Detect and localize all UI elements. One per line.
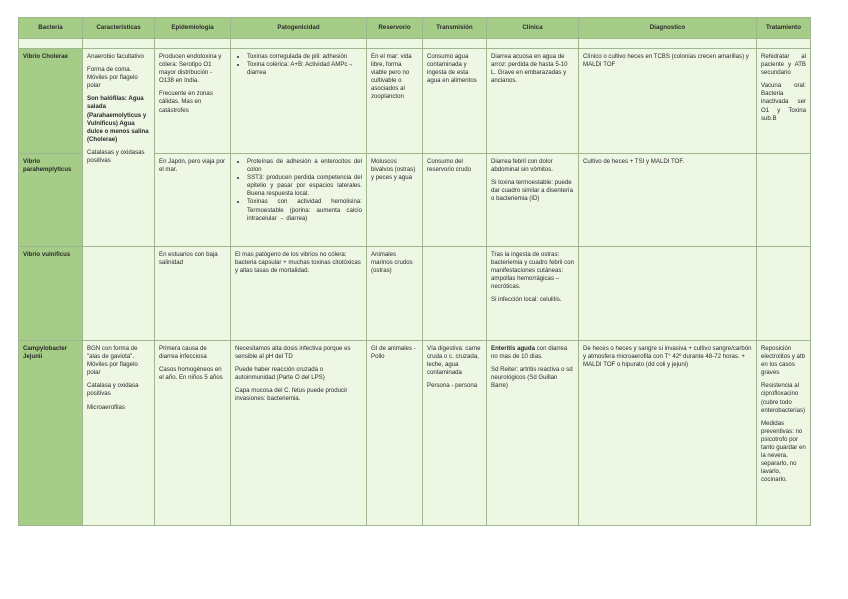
spacer-cell (579, 39, 757, 49)
cell-paragraph: Vía digestiva: carne cruda o c. cruzada, leche, agua contaminada (427, 345, 481, 377)
cell-clinica (487, 247, 579, 341)
cell-paragraph: Persona - persona (427, 382, 478, 390)
cell-epidemiologia (155, 154, 231, 247)
cell-paragraph: Son halófilas: Agua salada (Parahaemolyticus y Vulnificus) Agua dulce o menos salina (Cholerae) (87, 95, 149, 143)
spacer-cell (367, 39, 423, 49)
cell-paragraph: En Japón, pero viaja por el mar. (159, 158, 226, 174)
cell-clinica (487, 154, 579, 247)
bold-lead: Enteritis aguda (491, 345, 536, 352)
bullet-item: • Toxinas con actividad hemolisina: Termoestable (porina: aumenta calcio intracelular → diarrea) (247, 198, 362, 222)
row-vibrio-vulnificus (19, 247, 811, 341)
cell-reservorio (367, 154, 423, 247)
cell-paragraph: Sd Reiter: artritis reactiva o sd neurológicos (Sd Guillan Barre) (491, 366, 573, 390)
cell-tratamiento (757, 341, 811, 526)
cell-reservorio (367, 341, 423, 526)
cell-paragraph: Capa mucosa del C. fetus puede producir invasiones: bacteriemia. (235, 387, 348, 403)
header-diagnostico: Diagnostico (579, 18, 757, 39)
cell-reservorio (367, 49, 423, 154)
header-row (19, 18, 811, 39)
cell-paragraph: BGN con forma de "alas de gaviota". Móviles por flagelo polar (87, 345, 138, 377)
cell-paragraph: Resistencia al ciprofloxacino (cubre todo enterobacterias) (761, 382, 806, 414)
cell-paragraph: Clínico o cultivo heces en TCBS (colonias crecen amarillas) y MALDI TOF (583, 53, 749, 69)
cell-paragraph: De heces o heces y sangre si invasiva + cultivo sangre/carbón y atmosfera microaerofila con T° 42º durante 48-72 horas. + MALDI TOF o hipurato (dd coli y jejuni) (583, 345, 752, 369)
cell-paragraph: Animales marinos crudos (ostras) (371, 251, 413, 275)
cell-paragraph: Diarrea acuosa en agua de arroz: perdida de hasta 5-10 L. Grave en embarazadas y ancianos. (491, 53, 568, 85)
cell-paragraph: Catalasa y oxidasa positivas (87, 382, 139, 398)
header-patogenicidad: Patogenicidad (231, 18, 367, 39)
spacer-cell (423, 39, 487, 49)
cell-tratamiento (757, 247, 811, 341)
header-transmision: Transmisión (423, 18, 487, 39)
spacer-cell (155, 39, 231, 49)
cell-caracteristicas (83, 341, 155, 526)
cell-paragraph: Si infección local: celulitis. (491, 296, 562, 304)
cell-paragraph: Cultivo de heces + TSI y MALDI TOF. (583, 158, 685, 165)
cell-diagnostico (579, 341, 757, 526)
cell-paragraph: Casos homogéneos en el año. En niños 5 años (159, 366, 223, 382)
cell-paragraph: Medidas preventivas: no psicotrofo por tanto guardar en la nevera, separarlo, no lavarlo, cocinarlo. (761, 419, 806, 484)
cell-paragraph: Primera causa de diarrea infecciosa (159, 345, 207, 361)
cell-paragraph: Puede haber reacción cruzada o autoinmunidad (Parte O del LPS) (235, 366, 325, 382)
cell-paragraph: Moluscos bivalvos (ostras) y peces y agua (371, 158, 416, 182)
spacer-cell (19, 39, 83, 49)
spacer-cell (231, 39, 367, 49)
cell-paragraph: Consumo agua contaminada y ingesta de esta agua en alimentos (427, 53, 477, 85)
cell-clinica (487, 341, 579, 526)
bacteria-name: Campylobacter Jejunii (19, 341, 83, 526)
spacer-cell (83, 39, 155, 49)
cell-paragraph: Reposición electrolitos y atb en los casos graves (761, 345, 806, 377)
bacteria-name: Vibrio parahemplyticus (19, 154, 83, 247)
cell-transmision (423, 154, 487, 247)
spacer-row (19, 39, 811, 49)
cell-paragraph: En el mar: vida libre, forma viable pero no cultivable o asociados al zooplancton (371, 53, 412, 101)
spacer-cell (757, 39, 811, 49)
cell-paragraph: Rehidratar al paciente y ATB secundario (761, 53, 806, 77)
cell-transmision (423, 341, 487, 526)
cell-paragraph: GI de animales - Pollo (371, 345, 416, 361)
header-caracteristicas: Características (83, 18, 155, 39)
header-clinica: Clínica (487, 18, 579, 39)
cell-diagnostico (579, 49, 757, 154)
bullet-list (235, 53, 362, 77)
cell-epidemiologia (155, 341, 231, 526)
cell-caracteristicas (83, 247, 155, 341)
row-vibrio-cholerae (19, 49, 811, 154)
cell-paragraph: El mas patógeno de los vibrios no cólera: bacteria capsular + muchas toxinas citotóxicas y altas tasas de mortalidad. (235, 251, 361, 275)
bullet-item: • Toxina colérica: A+B: Actividad AMPc→ diarrea (247, 61, 362, 77)
cell-reservorio (367, 247, 423, 341)
cell-tratamiento (757, 49, 811, 154)
cell-patogenicidad (231, 49, 367, 154)
cell-patogenicidad (231, 341, 367, 526)
cell-paragraph: En estuarios con baja salinidad (159, 251, 218, 267)
row-campylobacter-jejunii (19, 341, 811, 526)
cell-paragraph: Anaerobio facultativo (87, 53, 144, 60)
cell-paragraph: Frecuente en zonas cálidas. Mas en catástrofes (159, 90, 213, 114)
cell-paragraph: Tras la ingesta de ostras: bacteriemia y cuadro febril con manifestaciones cutáneas: ampollas hemorrágicas – necróticas. (491, 251, 574, 291)
spacer-cell (487, 39, 579, 49)
cell-paragraph: Forma de coma. Móviles por flagelo polar (87, 66, 138, 90)
bacteria-name: Vibrio Cholerae (19, 49, 83, 154)
cell-paragraph: Producen endotoxina y cólera: Serotipo O1 mayor distribución - O138 en India. (159, 53, 222, 85)
cell-paragraph: Diarrea febril con dolor abdominal sin vómitos. (491, 158, 553, 174)
cell-epidemiologia (155, 49, 231, 154)
bullet-item: • SST3: producen perdida competencia del epitelio y pasar por espacios laterales. Buena respuesta local. (247, 174, 362, 198)
header-bacteria: Bacteria (19, 18, 83, 39)
bullet-item: • Proteínas de adhesión a enterocitos del colon (247, 158, 362, 174)
cell-paragraph: Microaerofilas (87, 403, 125, 411)
cell-paragraph: Catalasas y oxidasas positivas (87, 148, 145, 165)
cell-paragraph: Si toxina termoestable: puede dar cuadro similar a disentería o bacteriemia (ID) (491, 179, 573, 203)
bacteria-name: Vibrio vulnificus (19, 247, 83, 341)
header-reservorio: Reservorio (367, 18, 423, 39)
cell-paragraph: Enteritis aguda con diarrea no mas de 10 días. (491, 345, 568, 361)
header-epidemiologia: Epidemiología (155, 18, 231, 39)
header-tratamiento: Tratamiento (757, 18, 811, 39)
cell-epidemiologia (155, 247, 231, 341)
cell-patogenicidad (231, 247, 367, 341)
cell-clinica (487, 49, 579, 154)
cell-paragraph: Necesitamos alta dosis infectiva porque es sensible al pH del TD (235, 345, 351, 361)
bacteria-table (18, 17, 811, 526)
cell-paragraph: Consumo del reservorio crudo (427, 158, 472, 174)
cell-transmision (423, 49, 487, 154)
cell-caracteristicas (83, 49, 155, 247)
cell-diagnostico (579, 247, 757, 341)
bullet-list (235, 158, 362, 223)
bullet-item: • Toxinas corregulada de pili: adhesión (247, 53, 362, 61)
cell-patogenicidad (231, 154, 367, 247)
cell-transmision (423, 247, 487, 341)
cell-diagnostico (579, 154, 757, 247)
cell-paragraph: Vacuna oral: Bacteria inactivada ser O1 y Toxina sub.B (761, 82, 806, 122)
cell-tratamiento (757, 154, 811, 247)
